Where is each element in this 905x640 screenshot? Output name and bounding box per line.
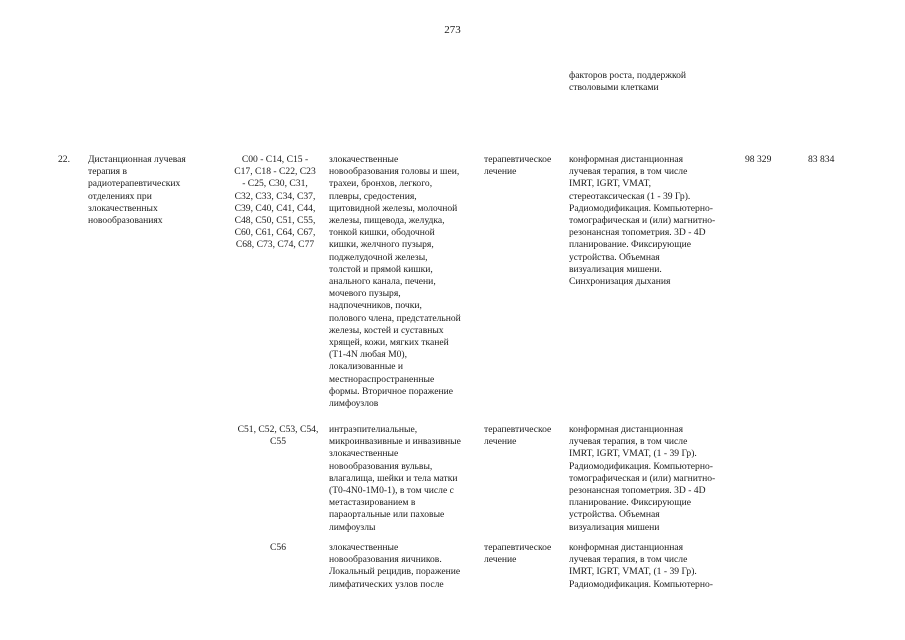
subrow-3-method: конформная дистанционная лучевая терапия, в том числе IMRT, IGRT, VMAT, (1 - 39 Гр). Радиомодификация. Компьютерно- <box>569 542 713 590</box>
subrow-1-method: конформная дистанционная лучевая терапия, в том числе IMRT, IGRT, VMAT, стереотаксическая (1 - 39 Гр). Радиомодификация. Компьютерно- томографическая и (или) магнитно- резонансная топометрия. 3D - 4D планирование. Фиксирующие устройства. Объемная визуализация мишени. Синхронизация дыхания <box>569 154 716 288</box>
subrow-3-treatment: терапевтическое лечение <box>484 542 552 566</box>
carryover-method-text: факторов роста, поддержкой стволовыми клетками <box>569 70 687 94</box>
subrow-1-treatment: терапевтическое лечение <box>484 154 552 178</box>
page-number: 273 <box>444 24 461 36</box>
subrow-1-model: злокачественные новообразования головы и шеи, трахеи, бронхов, легкого, плевры, средостения, щитовидной железы, молочной железы, пищевода, желудка, тонкой кишки, ободочной кишки, желчного пузыря, поджелудочной железы, толстой и прямой кишки, анального канала, печени, мочевого пузыря, надпочечников, почки, полового члена, предстательной железы, костей и суставных хрящей, кожи, мягких тканей (T1-4N любая M0), локализованные и местнораспространенные формы. Вторичное поражение лимфоузлов <box>329 154 461 410</box>
tariff-2: 83 834 <box>808 154 835 165</box>
subrow-3-model: злокачественные новообразования яичников. Локальный рецидив, поражение лимфатических узлов после <box>329 542 461 590</box>
tariff-1: 98 329 <box>745 154 772 165</box>
subrow-1-codes: C00 - C14, C15 - C17, C18 - C22, C23 - C25, C30, C31, C32, C33, C34, C37, C39, C40, C41, C44, C48, C50, C51, C55, C60, C61, C64, C67, C68, C73, C74, C77 <box>234 154 316 251</box>
subrow-2-model: интраэпителиальные, микроинвазивные и инвазивные злокачественные новообразования вульвы, влагалища, шейки и тела матки (T0-4N0-1M0-1), в том числе с метастазированием в параортальные или паховые лимфоузлы <box>329 424 461 533</box>
subrow-2-method: конформная дистанционная лучевая терапия, в том числе IMRT, IGRT, VMAT, (1 - 39 Гр). Радиомодификация. Компьютерно- томографическая и (или) магнитно- резонансная топометрия. 3D - 4D планирование. Фиксирующие устройства. Объемная визуализация мишени <box>569 424 716 533</box>
row-number: 22. <box>58 154 70 165</box>
subrow-3-codes: C56 <box>270 542 286 553</box>
subrow-2-codes: C51, C52, C53, C54, C55 <box>237 424 319 448</box>
row-name: Дистанционная лучевая терапия в радиотерапевтических отделениях при злокачественных новообразованиях <box>88 154 186 227</box>
subrow-2-treatment: терапевтическое лечение <box>484 424 552 448</box>
